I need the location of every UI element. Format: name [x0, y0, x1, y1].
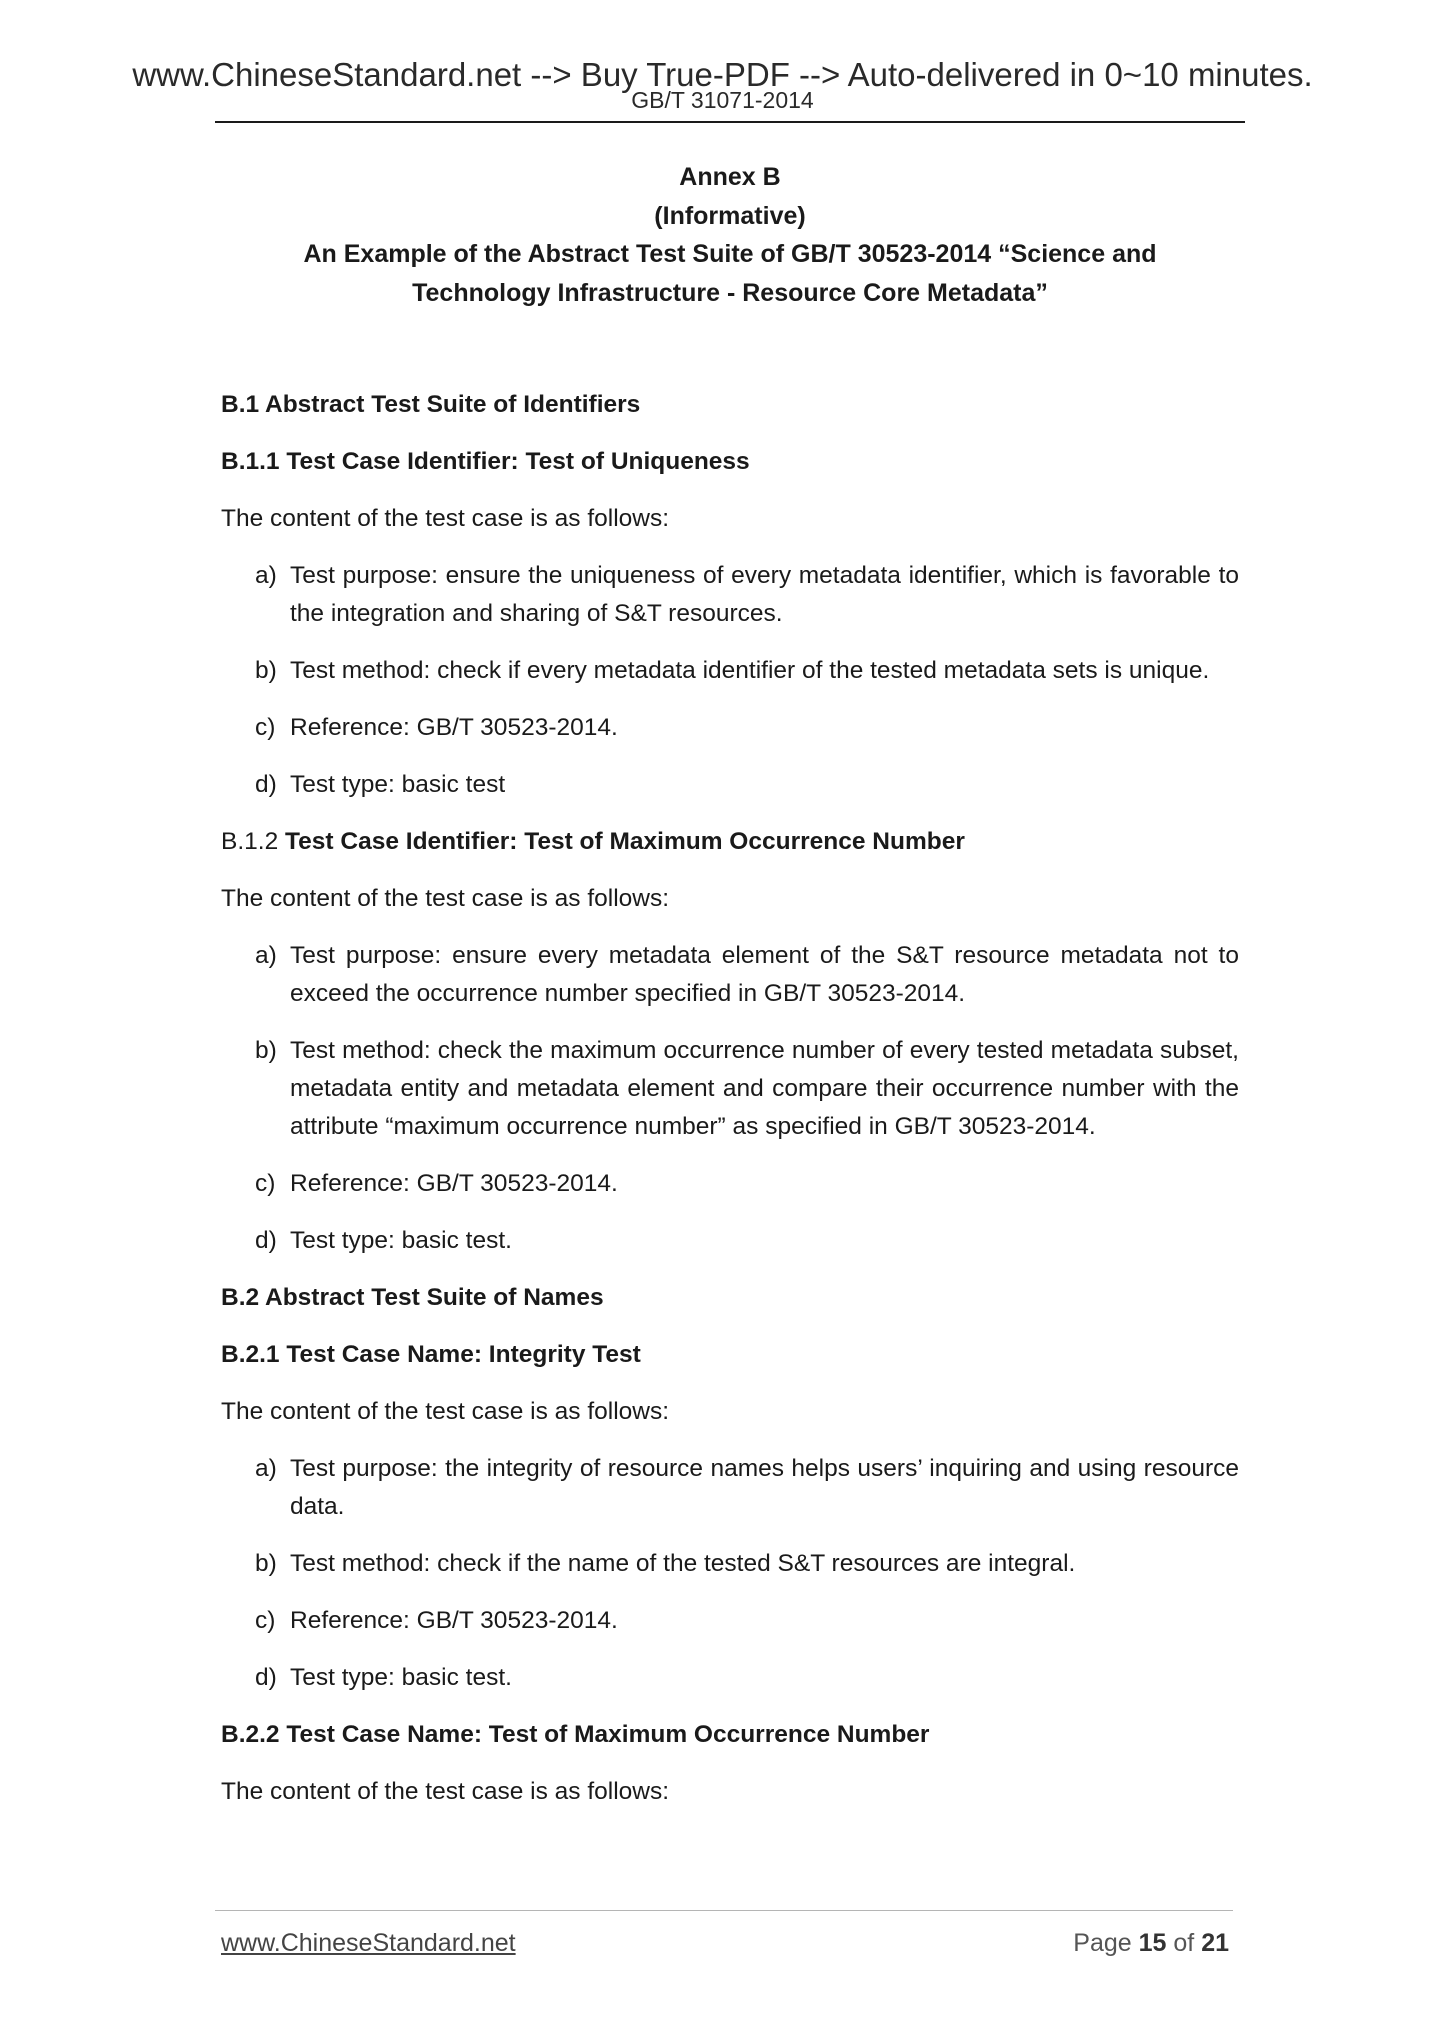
section-heading-b11: B.1.1 Test Case Identifier: Test of Uniqueness [221, 448, 750, 475]
list-item: a) Test purpose: ensure every metadata element of the S&T resource metadata not to exceed the occurrence number specified in GB/T 30523-2014. [255, 942, 1239, 1007]
list-item: c) Reference: GB/T 30523-2014. [255, 1170, 618, 1197]
document-body [221, 386, 1239, 1830]
annex-title-line-2: Technology Infrastructure - Resource Core Metadata” [412, 278, 1048, 307]
list-item: d) Test type: basic test. [255, 1664, 512, 1691]
footer-website-link[interactable]: www.ChineseStandard.net [221, 1929, 516, 1957]
list-item: c) Reference: GB/T 30523-2014. [255, 714, 618, 741]
test-case-list-b21 [221, 1450, 1239, 1697]
list-item: a) Test purpose: the integrity of resource names helps users’ inquiring and using resource data. [255, 1455, 1239, 1520]
list-item: d) Test type: basic test [255, 771, 506, 798]
annex-title-block [215, 158, 1245, 312]
test-case-list-b11 [221, 557, 1239, 804]
section-intro: The content of the test case is as follows: [221, 885, 670, 912]
annex-label: Annex B [679, 163, 781, 191]
top-banner: www.ChineseStandard.net --> Buy True-PDF --> Auto-delivered in 0~10 minutes. [132, 56, 1313, 93]
list-item: d) Test type: basic test. [255, 1227, 512, 1254]
footer-divider [215, 1910, 1233, 1911]
list-item: a) Test purpose: ensure the uniqueness of every metadata identifier, which is favorable to the integration and sharing of S&T resources. [255, 562, 1239, 627]
section-heading-b22: B.2.2 Test Case Name: Test of Maximum Occurrence Number [221, 1721, 930, 1748]
document-code: GB/T 31071-2014 [631, 87, 814, 113]
page-number: Page 15 of 21 [1073, 1929, 1229, 1957]
section-heading-b21: B.2.1 Test Case Name: Integrity Test [221, 1341, 641, 1368]
section-intro: The content of the test case is as follows: [221, 1778, 670, 1805]
header-divider [215, 121, 1245, 123]
section-heading-b12: B.1.2 Test Case Identifier: Test of Maximum Occurrence Number [221, 828, 965, 855]
section-heading-b2: B.2 Abstract Test Suite of Names [221, 1284, 604, 1311]
annex-type: (Informative) [654, 201, 806, 230]
test-case-list-b12 [221, 937, 1239, 1260]
list-item: b) Test method: check if every metadata identifier of the tested metadata sets is unique. [255, 657, 1210, 684]
list-item: b) Test method: check the maximum occurrence number of every tested metadata subset, metadata entity and metadata element and compare their occurrence number with the attribute “maximum occurrence number” as specified in GB/T 30523-2014. [255, 1037, 1239, 1140]
section-heading-b1: B.1 Abstract Test Suite of Identifiers [221, 391, 641, 418]
annex-title-line-1: An Example of the Abstract Test Suite of GB/T 30523-2014 “Science and [303, 240, 1157, 268]
list-item: c) Reference: GB/T 30523-2014. [255, 1607, 618, 1634]
section-intro: The content of the test case is as follows: [221, 1398, 670, 1425]
list-item: b) Test method: check if the name of the tested S&T resources are integral. [255, 1550, 1076, 1577]
section-intro: The content of the test case is as follows: [221, 505, 670, 532]
